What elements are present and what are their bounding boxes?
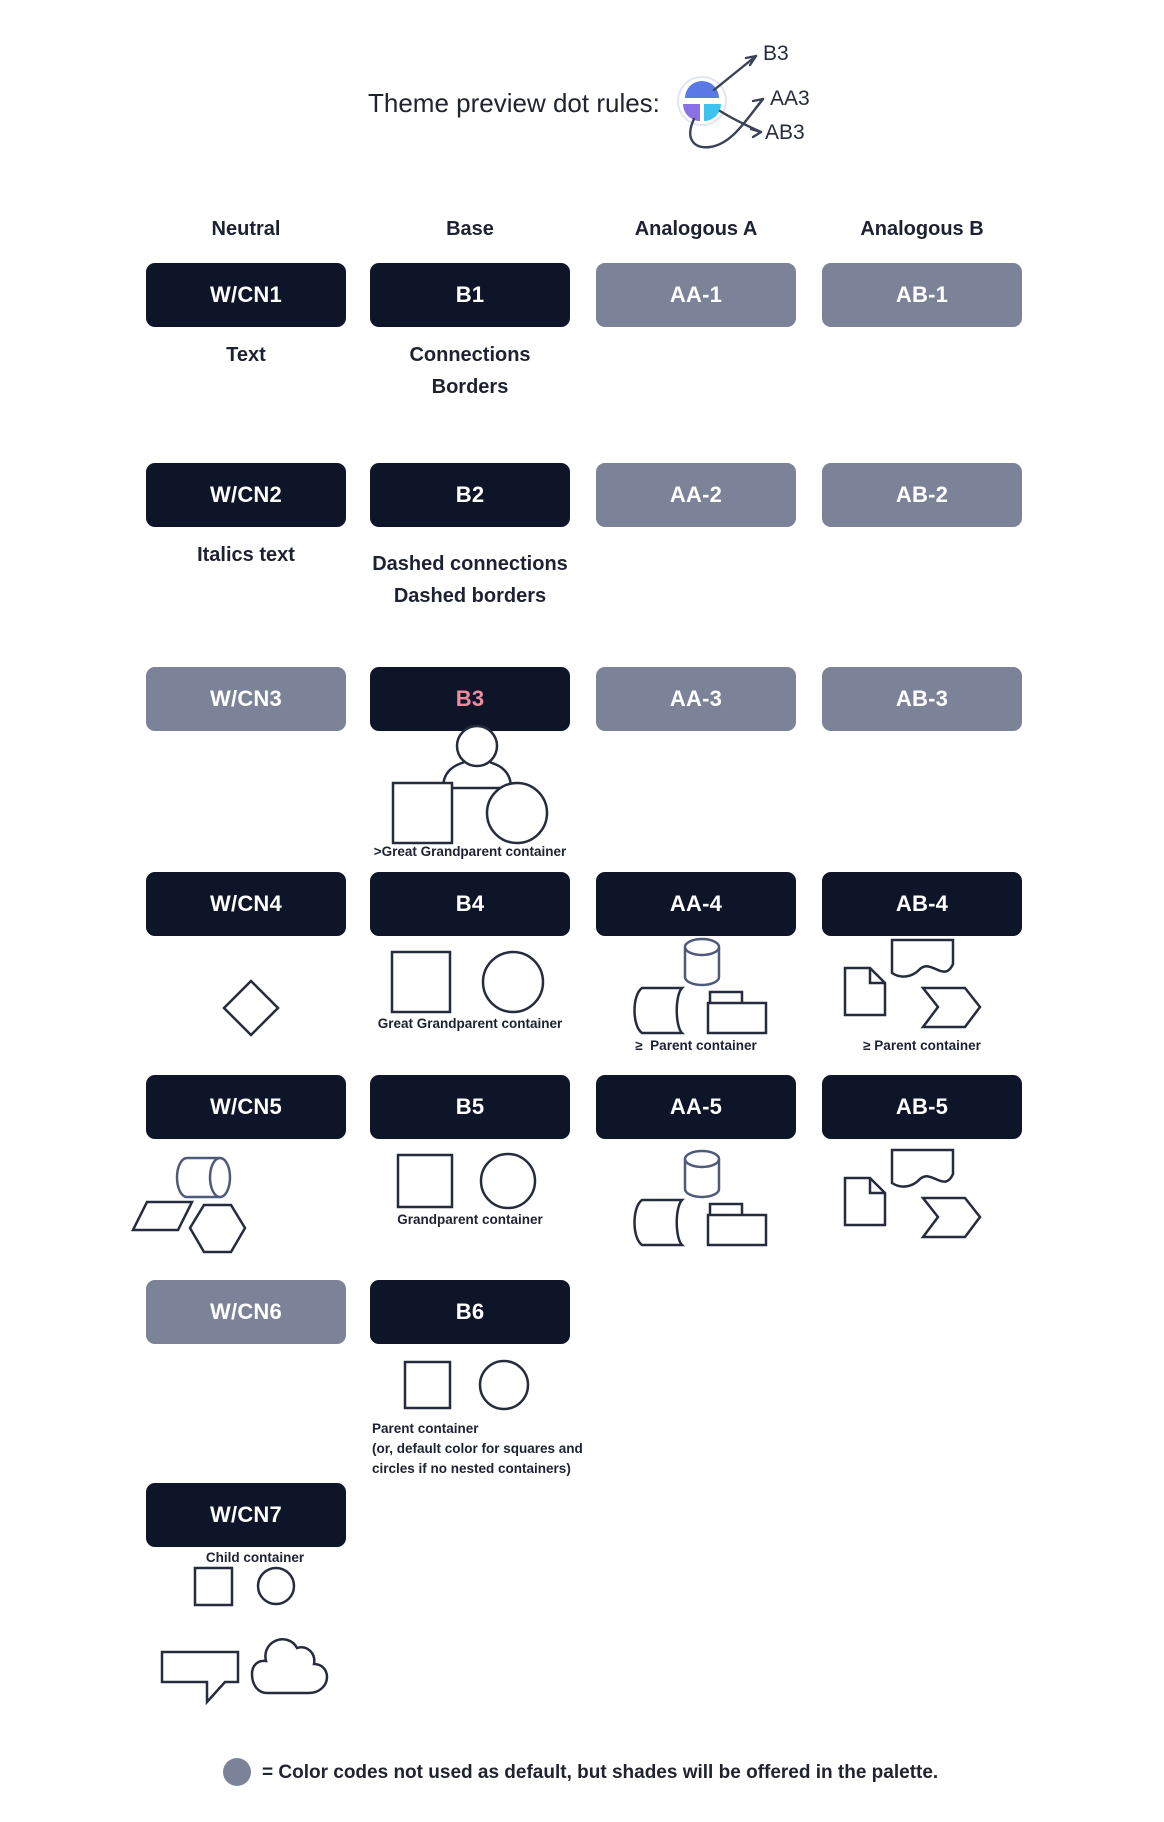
column-header-analogous-a: Analogous A [634, 218, 758, 240]
dot-label-aa3: AA3 [770, 87, 810, 110]
dot-label-ab3: AB3 [765, 121, 805, 144]
annotation-grandparent: Grandparent container [397, 1212, 543, 1227]
arrowhead-aa3 [753, 99, 763, 108]
b3-shapes [370, 720, 570, 850]
circle-icon [481, 1154, 535, 1208]
annotation-great-grandparent: Great Grandparent container [377, 1016, 563, 1031]
annotation-ab-parent: ≥ Parent container [863, 1038, 981, 1053]
page-title: Theme preview dot rules: [368, 88, 660, 118]
stored-data-icon [635, 1200, 683, 1245]
swatch-ab2: AB-2 [822, 463, 1022, 527]
annotation-great-grandparent-gt: >Great Grandparent container [373, 844, 567, 859]
aa5-shapes [596, 1147, 796, 1247]
annotation-parent-note-1: (or, default color for squares and [372, 1441, 583, 1456]
ab5-shapes [822, 1145, 1022, 1245]
annotation-parent: Parent container [372, 1421, 479, 1436]
circle-icon [487, 783, 547, 843]
wavy-document-icon [892, 940, 953, 977]
hexagon-icon [190, 1205, 245, 1252]
wavy-document-icon [892, 1150, 953, 1187]
dog-ear-document-icon [845, 1178, 885, 1225]
tabbed-rectangle-icon [708, 1215, 766, 1245]
tabbed-rectangle-icon [708, 1003, 766, 1033]
swatch-wcn1: W/CN1 [146, 263, 346, 327]
circle-icon [258, 1568, 294, 1604]
column-header-analogous-b: Analogous B [860, 218, 984, 240]
pie-dot-icon [640, 30, 770, 155]
swatch-ab4: AB-4 [822, 872, 1022, 936]
swatch-wcn2: W/CN2 [146, 463, 346, 527]
chevron-banner-icon [923, 988, 980, 1027]
aa4-shapes [596, 935, 796, 1035]
legend-text: = Color codes not used as default, but shades will be offered in the palette. [262, 1762, 939, 1783]
column-header-base: Base [446, 218, 494, 240]
swatch-aa2: AA-2 [596, 463, 796, 527]
swatch-b2: B2 [370, 463, 570, 527]
annotation-parent-note-2: circles if no nested containers) [372, 1461, 571, 1476]
stored-data-icon [635, 988, 683, 1033]
cylinder-icon [685, 1151, 719, 1167]
diamond-icon [224, 981, 278, 1035]
swatch-aa3: AA-3 [596, 667, 796, 731]
swatch-b3: B3 [370, 667, 570, 731]
column-header-neutral: Neutral [211, 218, 281, 240]
swatch-wcn7: W/CN7 [146, 1483, 346, 1547]
parallelogram-icon [133, 1202, 192, 1230]
square-icon [393, 783, 452, 843]
cloud-icon [252, 1639, 327, 1693]
circle-icon [480, 1361, 528, 1409]
swatch-b5: B5 [370, 1075, 570, 1139]
square-icon [398, 1155, 452, 1207]
wcn7-shapes [146, 1560, 366, 1608]
swatch-wcn3: W/CN3 [146, 667, 346, 731]
swatch-ab3: AB-3 [822, 667, 1022, 731]
gray-dot-icon [223, 1758, 251, 1786]
wcn7-extra-shapes [146, 1635, 346, 1710]
swatch-ab1: AB-1 [822, 263, 1022, 327]
wcn4-shapes [146, 975, 346, 1041]
swatch-aa4: AA-4 [596, 872, 796, 936]
swatch-b1: B1 [370, 263, 570, 327]
square-icon [392, 952, 450, 1012]
swatch-aa5: AA-5 [596, 1075, 796, 1139]
person-head [457, 726, 497, 766]
swatch-ab5: AB-5 [822, 1075, 1022, 1139]
annotation-italics-text: Italics text [197, 544, 295, 566]
annotation-dashed-connections: Dashed connections [372, 553, 568, 575]
b5-shapes [370, 1148, 570, 1210]
ab4-shapes [822, 935, 1022, 1035]
annotation-child-container: Child container [205, 1550, 305, 1565]
horizontal-cylinder-icon [210, 1158, 230, 1197]
swatch-aa1: AA-1 [596, 263, 796, 327]
swatch-wcn5: W/CN5 [146, 1075, 346, 1139]
swatch-b6: B6 [370, 1280, 570, 1344]
annotation-dashed-borders: Dashed borders [393, 585, 547, 607]
b4-shapes [370, 935, 570, 1015]
square-icon [405, 1362, 450, 1408]
swatch-wcn4: W/CN4 [146, 872, 346, 936]
arrow-to-b3 [714, 56, 756, 90]
square-icon [195, 1568, 232, 1605]
swatch-wcn6: W/CN6 [146, 1280, 346, 1344]
dot-label-b3: B3 [763, 42, 789, 65]
annotation-aa-parent: ≥ Parent container [635, 1038, 757, 1053]
wcn5-shapes [130, 1145, 360, 1260]
dog-ear-document-icon [845, 968, 885, 1015]
chevron-banner-icon [923, 1198, 980, 1237]
speech-bubble-icon [162, 1652, 238, 1702]
cylinder-icon [685, 939, 719, 955]
annotation-borders: Borders [431, 376, 509, 398]
annotation-text: Text [226, 344, 266, 366]
annotation-connections: Connections [409, 344, 531, 366]
circle-icon [483, 952, 543, 1012]
b6-shapes [370, 1355, 570, 1413]
swatch-b4: B4 [370, 872, 570, 936]
